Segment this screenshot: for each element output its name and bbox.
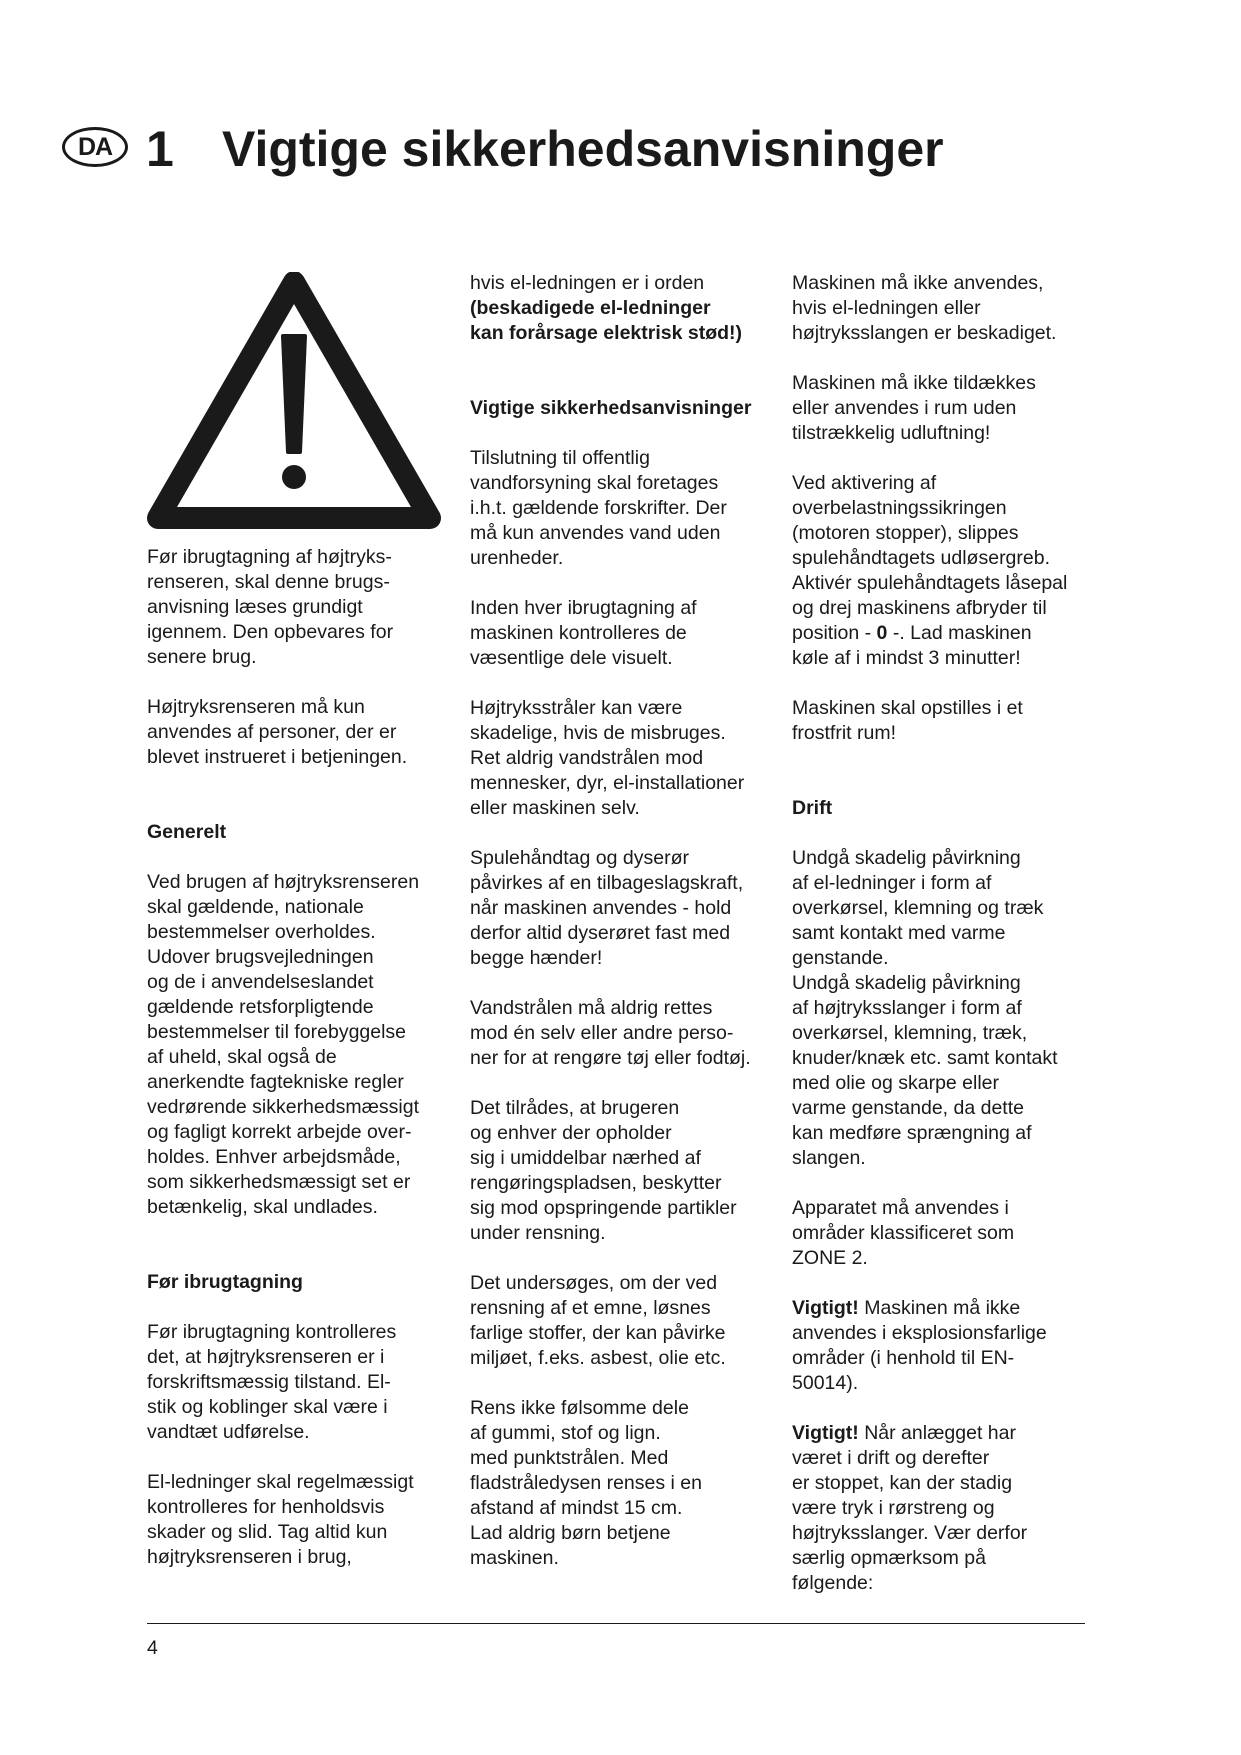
- text-run: Maskinen må ikke anvendes i eksplosionsfarlige områder (i henhold til EN- 50014).: [792, 1297, 1047, 1394]
- text-run: Ved aktivering af overbelastningssikringen (motoren stopper), slippes spulehåndtagets udløsergreb. Aktivér spulehåndtagets låsepal og drej maskinens afbryder til position -: [792, 472, 1068, 644]
- section-heading-vigtige: Vigtige sikkerhedsanvisninger: [470, 397, 752, 419]
- section-heading-foer-ibrugtagning: Før ibrugtagning: [147, 1271, 303, 1293]
- section-heading-drift: Drift: [792, 797, 833, 819]
- paragraph: Apparatet må anvendes i områder klassificeret som ZONE 2.: [792, 1197, 1015, 1269]
- paragraph: Højtryksstråler kan være skadelige, hvis de misbruges. Ret aldrig vandstrålen mod mennesker, dyr, el-installationer eller maskinen selv.: [470, 697, 745, 819]
- language-badge: DA: [62, 127, 128, 167]
- paragraph: [792, 471, 1097, 671]
- section-heading-generelt: Generelt: [147, 821, 227, 843]
- position-value: 0: [876, 622, 888, 644]
- column-2: [470, 271, 775, 1571]
- column-1: [147, 545, 452, 1570]
- chapter-number: 1: [146, 121, 174, 177]
- paragraph: Inden hver ibrugtagning af maskinen kontrolleres de væsentlige dele visuelt.: [470, 597, 697, 669]
- paragraph: Det undersøges, om der ved rensning af et emne, løsnes farlige stoffer, der kan påvirke miljøet, f.eks. asbest, olie etc.: [470, 1272, 726, 1369]
- paragraph: Spulehåndtag og dyserør påvirkes af en tilbageslagskraft, når maskinen anvendes - hold derfor altid dyserøret fast med begge hænder!: [470, 847, 744, 969]
- warning-text: (beskadigede el-ledninger kan forårsage elektrisk stød!): [470, 297, 743, 344]
- text-run: -. Lad maskinen køle af i mindst 3 minutter!: [792, 622, 1032, 669]
- important-label: Vigtigt!: [792, 1422, 859, 1444]
- paragraph: [792, 1421, 1097, 1596]
- text-run: Når anlægget har været i drift og derefter er stoppet, kan der stadig være tryk i rørstreng og højtryksslanger. Vær derfor særlig opmærksom på følgende:: [792, 1422, 1028, 1594]
- paragraph: Maskinen må ikke tildækkes eller anvendes i rum uden tilstrækkelig udluftning!: [792, 372, 1036, 444]
- footer-rule: [147, 1623, 1085, 1624]
- important-label: Vigtigt!: [792, 1297, 859, 1319]
- paragraph: [792, 1296, 1097, 1396]
- paragraph: Før ibrugtagning kontrolleres det, at højtryksrenseren er i forskriftsmæssig tilstand. El- stik og koblinger skal være i vandtæt udførelse.: [147, 1321, 397, 1443]
- paragraph: Vandstrålen må aldrig rettes mod én selv eller andre perso- ner for at rengøre tøj eller fodtøj.: [470, 997, 751, 1069]
- column-3: [792, 271, 1097, 1596]
- warning-triangle-icon: [146, 272, 442, 530]
- paragraph: Undgå skadelig påvirkning af el-ledninger i form af overkørsel, klemning og træk samt kontakt med varme genstande. Undgå skadelig påvirkning af højtryksslanger i form af overkørsel, klemning, træk, knuder/knæk etc. samt kontakt med olie og skarpe eller varme genstande, da dette kan medføre sprængning af slangen.: [792, 847, 1058, 1169]
- paragraph: Før ibrugtagning af højtryks- renseren, skal denne brugs- anvisning læses grundigt igennem. Den opbevares for senere brug.: [147, 546, 394, 668]
- paragraph: Ved brugen af højtryksrenseren skal gældende, nationale bestemmelser overholdes. Udover brugsvejledningen og de i anvendelseslandet gældende retsforpligtende bestemmelser til forebyggelse af uheld, skal også de anerkendte fagtekniske regler vedrørende sikkerhedsmæssigt og fagligt korrekt arbejde over- holdes. Enhver arbejdsmåde, som sikkerhedsmæssigt set er betænkelig, skal undlades.: [147, 871, 420, 1218]
- paragraph: Maskinen må ikke anvendes, hvis el-ledningen eller højtryksslangen er beskadiget.: [792, 272, 1057, 344]
- paragraph: El-ledninger skal regelmæssigt kontrolleres for henholdsvis skader og slid. Tag altid kun højtryksrenseren i brug,: [147, 1471, 414, 1568]
- page-number: 4: [147, 1637, 158, 1659]
- paragraph: Tilslutning til offentlig vandforsyning skal foretages i.h.t. gældende forskrifter. Der må kun anvendes vand uden urenheder.: [470, 447, 727, 569]
- paragraph: Højtryksrenseren må kun anvendes af personer, der er blevet instrueret i betjeningen.: [147, 696, 408, 768]
- paragraph: hvis el-ledningen er i orden: [470, 272, 705, 294]
- chapter-title: Vigtige sikkerhedsanvisninger: [222, 121, 944, 177]
- paragraph: Rens ikke følsomme dele af gummi, stof og lign. med punktstrålen. Med fladstråledysen renses i en afstand af mindst 15 cm. Lad aldrig børn betjene maskinen.: [470, 1397, 702, 1569]
- paragraph: Det tilrådes, at brugeren og enhver der opholder sig i umiddelbar nærhed af rengøringspladsen, beskytter sig mod opspringende partikler under rensning.: [470, 1097, 737, 1244]
- paragraph: Maskinen skal opstilles i et frostfrit rum!: [792, 697, 1023, 744]
